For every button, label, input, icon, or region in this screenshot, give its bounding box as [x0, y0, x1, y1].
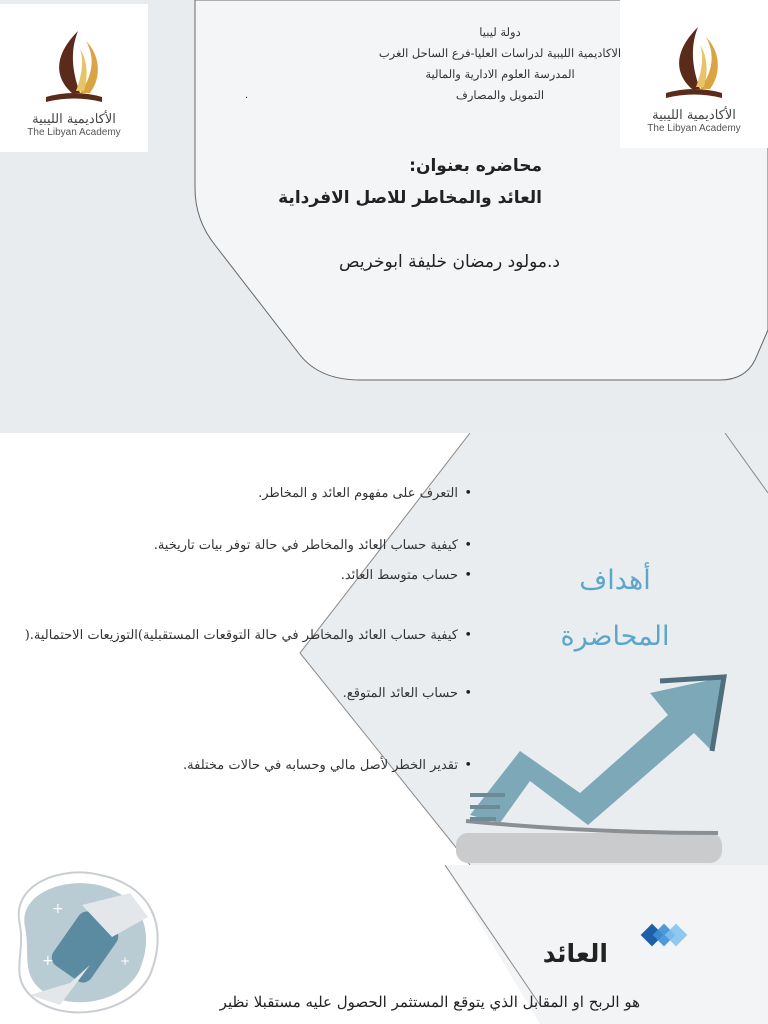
logo-arabic-name: الأكاديمية الليبية [652, 107, 736, 123]
objectives-heading-line1: أهداف [579, 565, 651, 596]
objectives-slide [0, 433, 768, 865]
bullet-icon: • [464, 686, 472, 701]
lecturer-name: د.مولود رمضان خليفة ابوخريص [339, 252, 560, 272]
list-item: •كيفية حساب العائد والمخاطر في حالة توفر بيات تاريخية. [20, 533, 472, 558]
header-line-country: دولة ليبيا [479, 25, 521, 39]
header-line-school: المدرسة العلوم الادارية والمالية [425, 67, 575, 81]
list-item: •التعرف على مفهوم العائد و المخاطر. [20, 481, 472, 506]
logo-english-name: The Libyan Academy [27, 126, 121, 138]
money-exchange-icon [19, 872, 158, 1012]
title-slide [0, 0, 768, 433]
list-item: •حساب متوسط العائد. [20, 563, 472, 588]
svg-text:+: + [120, 954, 131, 968]
objectives-heading [530, 553, 700, 665]
flame-book-icon [26, 19, 122, 111]
bullet-icon: • [464, 538, 472, 553]
svg-text:+: + [52, 901, 64, 917]
institution-header [210, 22, 710, 106]
bullet-icon: • [464, 568, 472, 583]
lecture-title-subject: العائد والمخاطر للاصل الافرداية [278, 188, 542, 208]
return-heading: العائد [542, 939, 608, 968]
return-slide [0, 865, 768, 1024]
objectives-heading-line2: المحاضرة [560, 621, 670, 652]
list-item: •تقدير الخطر لأصل مالي وحسابه في حالات مختلفة. [20, 753, 472, 778]
header-line-department: التمويل والمصارف [455, 88, 545, 102]
bullet-icon: • [464, 758, 472, 773]
bullet-icon: • [464, 628, 472, 643]
lecture-title-label: محاضره بعنوان: [409, 156, 542, 176]
bullet-icon: • [464, 486, 472, 501]
list-item: •كيفية حساب العائد والمخاطر في حالة التوقعات المستقبلية)التوزيعات الاحتمالية.( [20, 623, 472, 648]
logo-english-name: The Libyan Academy [647, 122, 741, 134]
list-item: •حساب العائد المتوقع. [20, 681, 472, 706]
return-definition: هو الربح او المقابل الذي يتوقع المستثمر الحصول عليه مستقبلا نظير [219, 993, 640, 1011]
lecture-title [202, 150, 542, 214]
academy-logo-left [0, 4, 148, 152]
svg-text:+: + [42, 953, 54, 969]
logo-arabic-name: الأكاديمية الليبية [32, 111, 116, 127]
header-line-academy: الاكاديمية الليبية لدراسات العليا-فرع الساحل الغرب [378, 46, 622, 60]
stray-dot: . [245, 90, 249, 101]
